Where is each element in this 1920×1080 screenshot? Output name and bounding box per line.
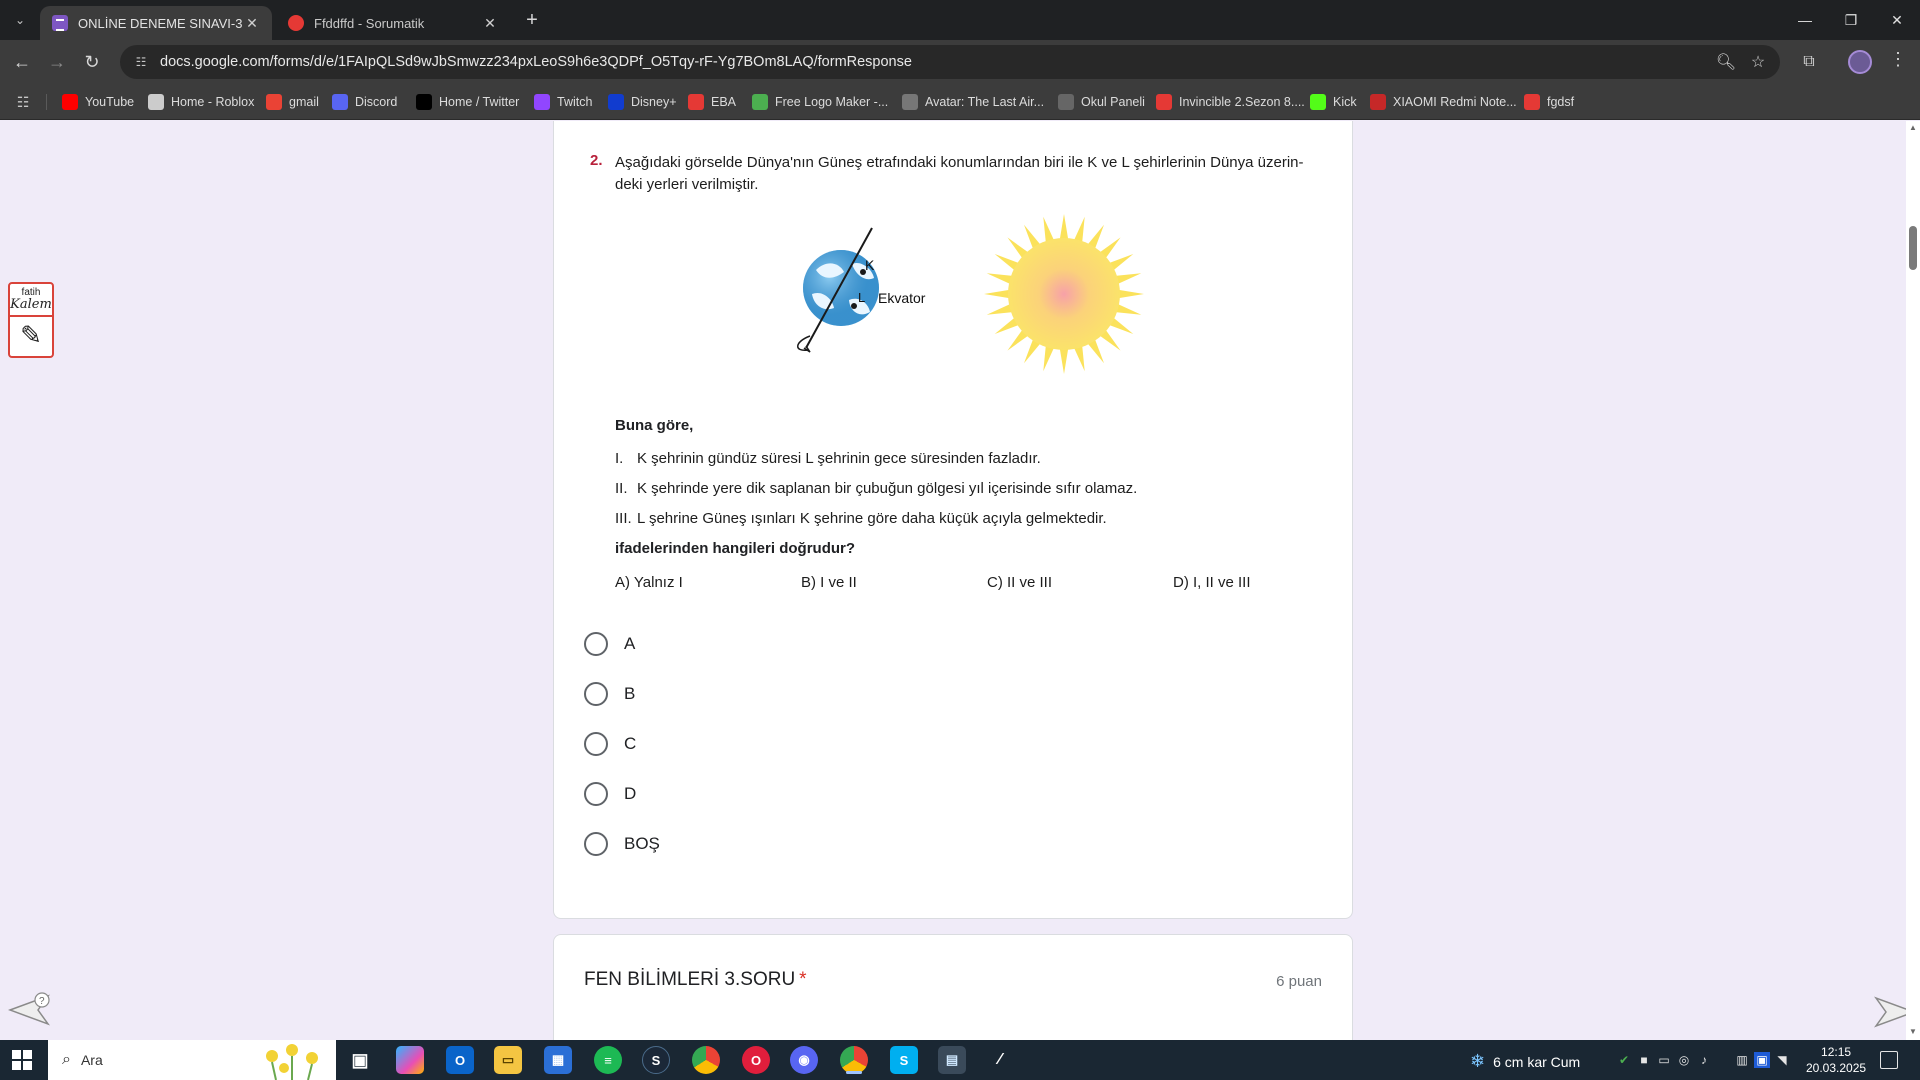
minimize-button[interactable]: —	[1798, 12, 1812, 28]
new-tab-button[interactable]: +	[526, 9, 538, 31]
bookmark-label: Home / Twitter	[439, 95, 520, 109]
url-text: docs.google.com/forms/d/e/1FAIpQLSd9wJbSmwzz234pxLeoS9h6e3QDPf_O5Tqy-rF-Yg7BOm8LAQ/formResponse	[160, 54, 912, 70]
tv-icon	[902, 94, 918, 110]
logo-maker-icon	[752, 94, 768, 110]
tab-sorumatik[interactable]	[276, 6, 510, 40]
tab-bar	[0, 0, 1920, 40]
tab-title: Ffddffd - Sorumatik	[314, 15, 425, 31]
question-title: FEN BİLİMLERİ 3.SORU *	[584, 969, 807, 990]
x-icon	[416, 94, 432, 110]
question-card-3	[553, 934, 1353, 1040]
chrome-active-icon[interactable]	[840, 1046, 868, 1074]
question-card-2	[553, 121, 1353, 919]
bookmarks-bar	[0, 84, 1920, 120]
chevron-down-icon: ⌄	[14, 13, 26, 27]
gmail-icon	[266, 94, 282, 110]
bookmark-tv[interactable]	[902, 92, 1044, 112]
bookmark-label: YouTube	[85, 95, 135, 109]
help-back-arrow-icon[interactable]	[8, 990, 52, 1030]
radio-button[interactable]	[584, 732, 608, 756]
question-prompt: ifadelerinden hangileri doğrudur?	[615, 540, 856, 557]
copilot-icon[interactable]	[396, 1046, 424, 1074]
tab-title: ONLİNE DENEME SINAVI-3	[78, 15, 243, 31]
camera-icon[interactable]: ■	[1640, 1053, 1648, 1067]
bookmark-xiaomi[interactable]	[1370, 92, 1517, 112]
page-scrollbar[interactable]	[1906, 121, 1920, 1040]
choice-a-text: A) Yalnız I	[615, 574, 683, 591]
question-number: 2.	[590, 152, 603, 169]
scroll-up-icon[interactable]: ▲	[1909, 123, 1917, 132]
radio-button[interactable]	[584, 632, 608, 656]
bookmark-kick[interactable]	[1310, 92, 1357, 112]
microsoft-store-icon[interactable]: ▦	[544, 1046, 572, 1074]
search-icon: ⌕	[62, 1051, 71, 1068]
eba-icon	[688, 94, 704, 110]
invincible-icon	[1156, 94, 1172, 110]
close-icon[interactable]: ✕	[484, 14, 496, 31]
steam-tray-icon[interactable]: ◎	[1678, 1053, 1690, 1067]
choice-d-text: D) I, II ve III	[1173, 574, 1251, 591]
bookmark-label: gmail	[289, 95, 319, 109]
spotify-icon[interactable]: ≡	[594, 1046, 622, 1074]
disney-icon	[608, 94, 624, 110]
bookmark-label: Home - Roblox	[171, 95, 255, 109]
roblox-icon	[148, 94, 164, 110]
bookmark-disney[interactable]	[608, 92, 677, 112]
flowers-decoration-icon	[252, 1040, 332, 1080]
wifi-icon[interactable]: ◥	[1777, 1053, 1787, 1067]
volume-icon[interactable]: ♪	[1701, 1053, 1707, 1067]
sorumatik-icon	[288, 15, 304, 31]
bookmark-star-icon[interactable]: ☆	[1750, 54, 1766, 71]
close-icon[interactable]: ✕	[246, 14, 258, 31]
search-placeholder: Ara	[80, 1052, 103, 1068]
profile-avatar[interactable]	[1848, 50, 1872, 74]
zoom-icon[interactable]: 🔍︎	[1715, 54, 1737, 71]
snowflake-icon: ❄	[1470, 1051, 1486, 1071]
sun-ray	[1116, 289, 1144, 298]
sun-ray	[984, 289, 1012, 298]
question-text: Aşağıdaki görselde Dünya'nın Güneş etrafındaki konumlarından biri ile K ve L şehirlerinin Dünya üzerin-deki yerleri verilmiştir.	[615, 154, 1304, 193]
reload-button[interactable]	[78, 48, 106, 76]
windows-start-icon[interactable]	[12, 1050, 32, 1070]
chrome-icon[interactable]	[692, 1046, 720, 1074]
clock-date: 20.03.2025	[1806, 1061, 1867, 1075]
browser-toolbar	[0, 40, 1920, 84]
address-bar[interactable]	[120, 45, 1780, 79]
network-icon[interactable]: ▥	[1736, 1053, 1748, 1067]
radio-button[interactable]	[584, 682, 608, 706]
security-check-icon[interactable]: ✔	[1618, 1053, 1630, 1067]
window-close-button[interactable]: ✕	[1891, 11, 1903, 28]
statement-1: I. K şehrinin gündüz süresi L şehrinin gece süresinden fazladır.	[615, 450, 1041, 467]
label-k: K	[865, 257, 875, 273]
taskbar-search[interactable]	[48, 1040, 336, 1080]
bookmark-label: fgdsf	[1547, 95, 1575, 109]
bookmark-label: Free Logo Maker -...	[775, 95, 889, 109]
choice-b-text: B) I ve II	[801, 574, 857, 591]
statement-2: II. K şehrinde yere dik saplanan bir çubuğun gölgesi yıl içerisinde sıfır olamaz.	[615, 480, 1138, 497]
bookmark-discord[interactable]	[332, 92, 397, 112]
bookmark-label: XIAOMI Redmi Note...	[1393, 95, 1517, 109]
radio-button[interactable]	[584, 832, 608, 856]
bookmark-logo-maker[interactable]	[752, 92, 888, 112]
notification-center-icon[interactable]	[1880, 1051, 1898, 1069]
arrow-right-icon: →	[48, 51, 66, 72]
choice-c-text: C) II ve III	[987, 574, 1053, 591]
file-explorer-icon[interactable]: ▭	[494, 1046, 522, 1074]
system-clock[interactable]	[1806, 1044, 1866, 1076]
browser-menu-button[interactable]: ⋮	[1889, 49, 1907, 69]
svg-text:?: ?	[39, 996, 45, 1007]
back-button[interactable]	[8, 48, 36, 76]
label-equator: Ekvator	[878, 290, 926, 306]
scrollbar-thumb[interactable]	[1909, 226, 1917, 270]
option-d[interactable]: D	[584, 774, 636, 814]
bookmark-globe[interactable]	[1058, 92, 1145, 112]
option-b[interactable]: B	[584, 674, 635, 714]
pen-icon: ✎	[20, 320, 42, 350]
bookmark-label: Invincible 2.Sezon 8....	[1179, 95, 1305, 109]
globe-icon	[1058, 94, 1074, 110]
bookmark-youtube[interactable]	[62, 92, 134, 112]
opera-icon[interactable]: O	[742, 1046, 770, 1074]
sun-ray	[1059, 214, 1068, 242]
bookmark-label: EBA	[711, 95, 737, 109]
bookmark-eba[interactable]	[688, 92, 736, 112]
extensions-icon[interactable]: ⧉	[1803, 53, 1815, 70]
weather-text: 6 cm kar Cum	[1493, 1053, 1581, 1070]
label-l: L	[858, 290, 866, 305]
monitor-icon[interactable]: ▭	[1658, 1053, 1670, 1067]
bookmark-twitch[interactable]	[534, 92, 592, 112]
steam-icon[interactable]: S	[642, 1046, 670, 1074]
form-page	[0, 121, 1906, 1040]
xiaomi-icon	[1370, 94, 1386, 110]
reload-icon: ↻	[84, 51, 100, 72]
site-settings-icon[interactable]: ☷	[135, 55, 147, 69]
bookmark-label: Avatar: The Last Air...	[925, 95, 1045, 109]
radio-button[interactable]	[584, 782, 608, 806]
calculator-icon[interactable]: ▤	[938, 1046, 966, 1074]
forward-button[interactable]	[43, 48, 71, 76]
apps-grid-icon[interactable]: ☷	[16, 93, 30, 110]
option-a[interactable]: A	[584, 624, 635, 664]
question-points: 6 puan	[1276, 973, 1322, 990]
scroll-down-icon[interactable]: ▼	[1909, 1027, 1917, 1036]
divider	[46, 94, 47, 110]
sun-illustration	[984, 214, 1144, 374]
skype-icon[interactable]: S	[890, 1046, 918, 1074]
restore-button[interactable]: ❐	[1844, 11, 1858, 28]
arrow-left-icon: ←	[13, 51, 31, 72]
app-tray-icon[interactable]: ▣	[1754, 1052, 1770, 1068]
option-bos[interactable]: BOŞ	[584, 824, 660, 864]
pen-tool-icon[interactable]: ∕	[998, 1051, 1002, 1068]
bookmark-x[interactable]	[416, 92, 519, 112]
bookmark-label: Okul Paneli	[1081, 95, 1145, 109]
statement-3: III. L şehrine Güneş ışınları K şehrine göre daha küçük açıyla gelmektedir.	[615, 510, 1107, 527]
windows-taskbar	[0, 1040, 1920, 1080]
sun-ray	[1059, 346, 1068, 374]
task-view-icon[interactable]: ▣	[351, 1049, 369, 1070]
google-forms-icon	[52, 15, 68, 31]
bookmark-gmail[interactable]	[266, 92, 319, 112]
earth-sun-figure	[794, 212, 1154, 392]
option-c[interactable]: C	[584, 724, 636, 764]
tab-online-deneme[interactable]	[40, 6, 272, 40]
statement-lead: Buna göre,	[615, 417, 694, 434]
bookmark-label: Discord	[355, 95, 398, 109]
discord-icon	[332, 94, 348, 110]
bookmark-label: Kick	[1333, 95, 1357, 109]
youtube-icon	[62, 94, 78, 110]
outlook-icon[interactable]: O	[446, 1046, 474, 1074]
bookmark-roblox[interactable]	[148, 92, 254, 112]
weather-widget[interactable]	[1470, 1051, 1580, 1072]
bookmark-label: Twitch	[557, 95, 593, 109]
bookmark-label: Disney+	[631, 95, 677, 109]
earth-illustration	[798, 228, 879, 352]
twitch-icon	[534, 94, 550, 110]
fatih-kalem-widget[interactable]: fatih Kalem ✎	[8, 282, 54, 358]
bookmark-invincible[interactable]	[1156, 92, 1305, 112]
bookmark-sorumatik[interactable]	[1524, 92, 1574, 112]
required-asterisk: *	[799, 969, 807, 990]
discord-icon[interactable]: ◉	[790, 1046, 818, 1074]
tab-search-button[interactable]	[8, 8, 32, 32]
clock-time: 12:15	[1821, 1045, 1852, 1059]
kick-icon	[1310, 94, 1326, 110]
sorumatik-icon	[1524, 94, 1540, 110]
